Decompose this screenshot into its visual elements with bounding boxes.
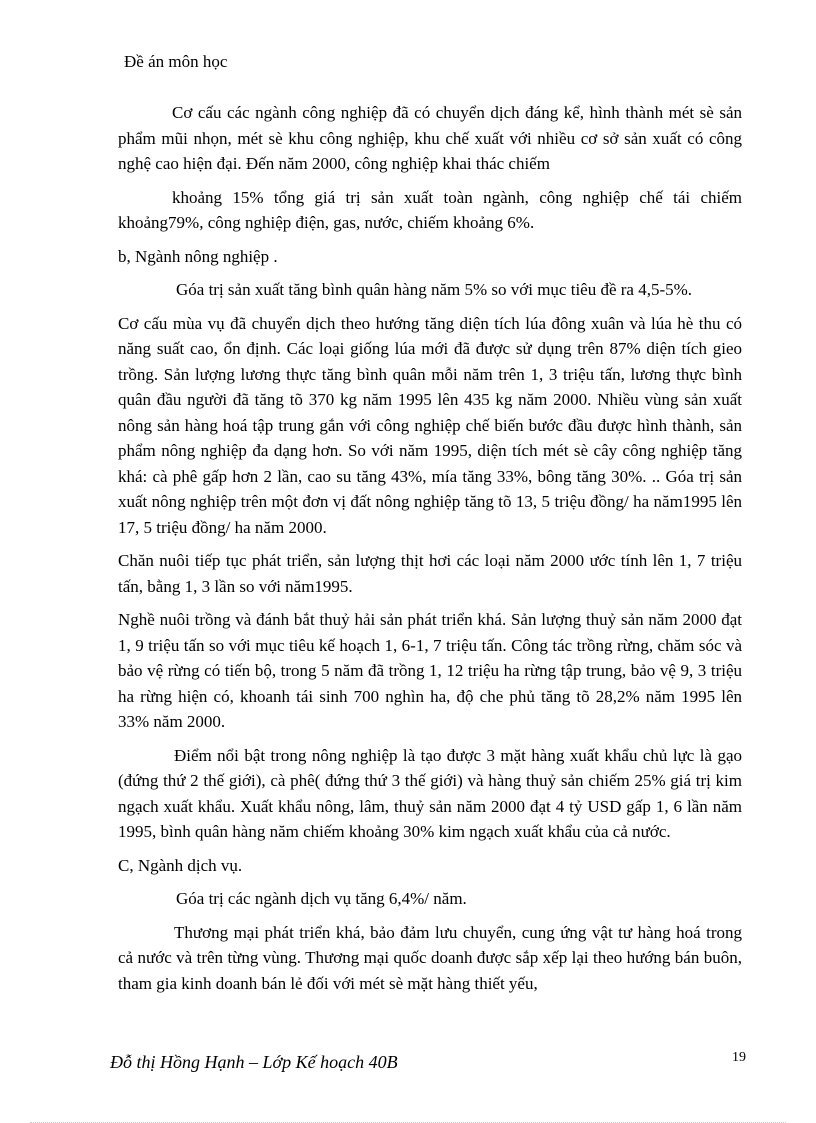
paragraph-trade: Thương mại phát triển khá, bảo đảm lưu chuyển, cung ứng vật tư hàng hoá trong cả nước và trên từng vùng. Thương mại quốc doanh được sắp xếp lại theo hướng bán buôn, tham gia kinh doanh bán lẻ đối với mét sè mặt hàng thiết yếu,	[118, 922, 742, 993]
section-heading-agriculture: b, Ngành nông nghiệp .	[118, 246, 278, 266]
section-heading-services: C, Ngành dịch vụ.	[118, 855, 243, 875]
page-number: 19	[732, 1050, 746, 1065]
document-header: Đề án môn học	[124, 52, 228, 71]
paragraph-services-growth: Góa trị các ngành dịch vụ tăng 6,4%/ năm.	[176, 889, 467, 908]
paragraph-crop-structure: Cơ cấu mùa vụ đã chuyển dịch theo hướng tăng diện tích lúa đông xuân và lúa hè thu có năng suất cao, ổn định. Các loại giống lúa mới đã được sử dụng trên 87% diện tích gieo trồng. Sản lượng lương thực tăng bình quân mỗi năm trên 1, 3 triệu tấn, lương thực bình quân đầu người đã tăng tõ 370 kg năm 1995 lên 435 kg năm 2000. Nhiều vùng sản xuất nông sản hàng hoá tập trung gắn với công nghiệp chế biến bước đầu được hình thành, sản phẩm nông nghiệp đa dạng hơn. So với năm 1995, diện tích mét sè cây công nghiệp tăng khá: cà phê gấp hơn 2 lần, cao su tăng 43%, mía tăng 33%, bông tăng 30%. .. Góa trị sản xuất nông nghiệp trên một đơn vị đất nông nghiệp tăng tõ 13, 5 triệu đồng/ ha năm1995 lên 17, 5 triệu đồng/ ha năm 2000.	[118, 313, 742, 537]
paragraph-agri-growth: Góa trị sản xuất tăng bình quân hàng năm 5% so với mục tiêu đề ra 4,5-5%.	[176, 280, 693, 299]
paragraph-industry-shares: khoảng 15% tổng giá trị sản xuất toàn ngành, công nghiệp chế tái chiếm khoảng79%, công nghiệp điện, gas, nước, chiếm khoảng 6%.	[118, 187, 742, 232]
document-body	[118, 100, 742, 1004]
paragraph-fishery-forestry: Nghề nuôi trồng và đánh bắt thuỷ hải sản phát triển khá. Sản lượng thuỷ sản năm 2000 đạt 1, 9 triệu tấn so với mục tiêu kế hoạch 1, 6-1, 7 triệu tấn. Công tác trồng rừng, chăm sóc và bảo vệ rừng có tiến bộ, trong 5 năm đã trồng 1, 12 triệu ha rừng tập trung, bảo vệ 9, 3 triệu ha rừng hiện có, khoanh tái sinh 700 nghìn ha, độ che phủ tăng tõ 28,2% năm 1995 lên 33% năm 2000.	[118, 610, 742, 731]
paragraph-livestock: Chăn nuôi tiếp tục phát triển, sản lượng thịt hơi các loại năm 2000 ước tính lên 1, 7 triệu tấn, bằng 1, 3 lần so với năm1995.	[118, 551, 742, 596]
paragraph-industry-structure: Cơ cấu các ngành công nghiệp đã có chuyển dịch đáng kể, hình thành mét sè sản phẩm mũi nhọn, mét sè khu công nghiệp, khu chế xuất với nhiều cơ sở sản xuất có công nghệ cao hiện đại. Đến năm 2000, công nghiệp khai thác chiếm	[118, 103, 742, 173]
paragraph-export-highlights: Điểm nổi bật trong nông nghiệp là tạo được 3 mặt hàng xuất khẩu chủ lực là gạo (đứng thứ 2 thế giới), cà phê( đứng thứ 3 thế giới) và hàng thuỷ sản chiếm 25% giá trị kim ngạch xuất khẩu. Xuất khẩu nông, lâm, thuỷ sản năm 2000 đạt 4 tỷ USD gấp 1, 6 lần năm 1995, bình quân hàng năm chiếm khoảng 30% kim ngạch xuất khẩu của cả nước.	[118, 745, 742, 841]
footer-author: Đỗ thị Hồng Hạnh – Lớp Kế hoạch 40B	[110, 1052, 398, 1072]
